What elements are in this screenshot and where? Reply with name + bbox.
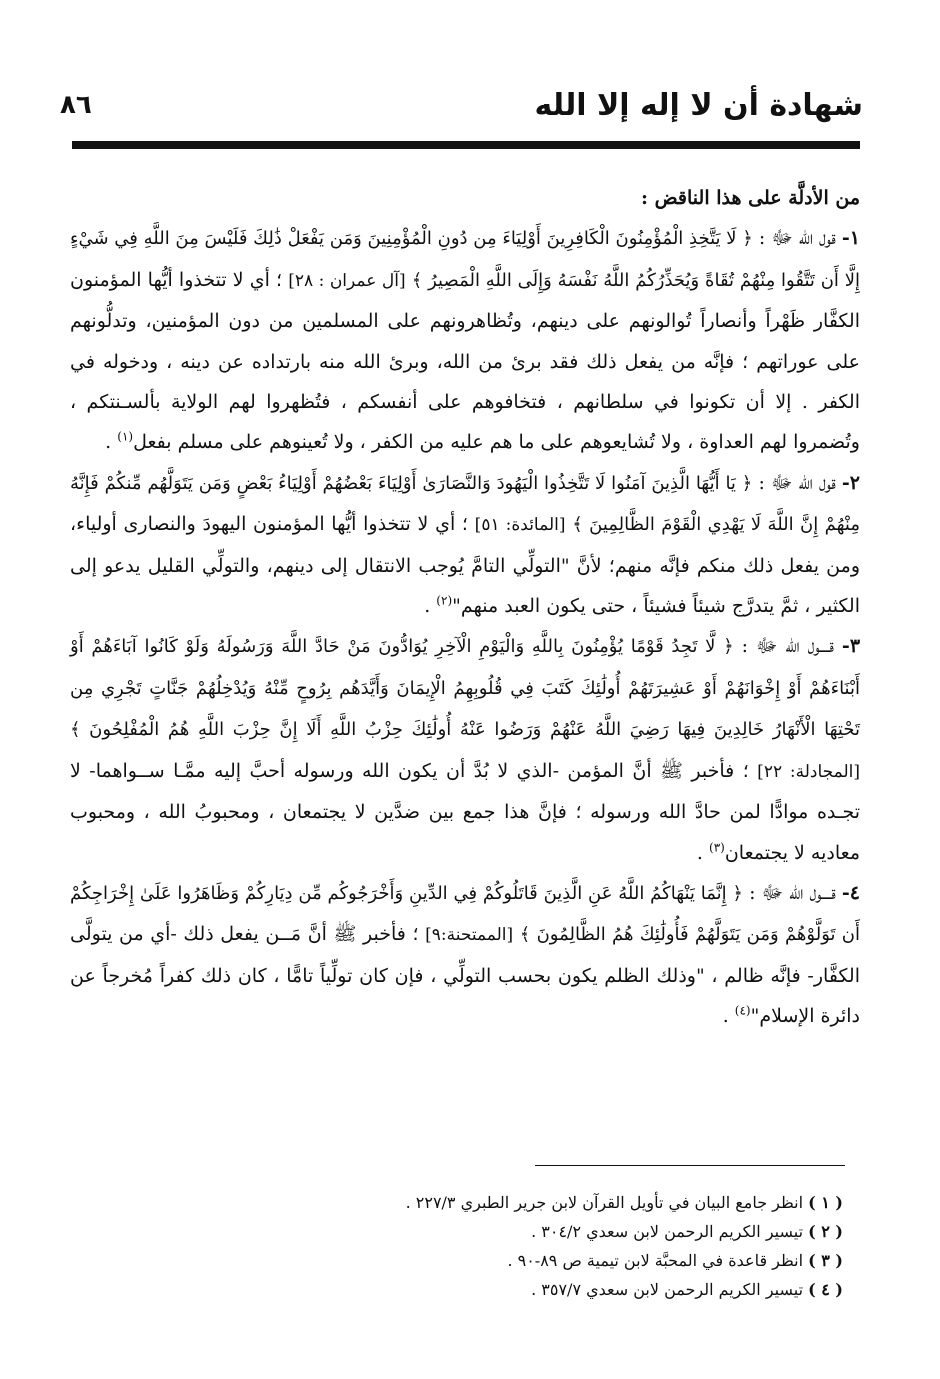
evidence-paragraph-4 (70, 873, 860, 1037)
paragraph-text: ؛ أي لا تتخذوا أيُّها المؤمنون الكفَّار ظَهْراً وأنصاراً تُوالونهم على دينهم، وتُظاهرونهم على المسلمين من دون المؤمنين، وتدلُّونهم على عوراتهم ؛ فإنَّه من يفعل ذلك فقد برئ من الله، وبرئ الله منه بارتداده عن دينه ، ودخوله في الكفر . إلا أن تكونوا في سلطانهم ، فتخافوهم على أنفسكم ، فتُظهروا لهم الولاية بألسـنتكم ، وتُضمروا لهم العداوة ، ولا تُشايعوهم على ما هم عليه من الكفر ، ولا تُعينوهم على مسلم بفعل (70, 268, 860, 454)
running-title: شهادة أن لا إله إلا الله (534, 88, 863, 123)
paragraph-tail: . (424, 595, 431, 618)
footnote (340, 1275, 843, 1304)
footnote-number: ( ٢ ) (808, 1222, 843, 1241)
paragraph-intro: قول الله ﷻ : (758, 471, 836, 494)
footnote-marker: (٤) (734, 1003, 751, 1018)
footnote-text: تيسير الكريم الرحمن لابن سعدي ٣٥٧/٧ . (531, 1280, 804, 1299)
paragraph-intro: قول الله ﷻ : (758, 227, 836, 250)
footnote (340, 1217, 843, 1246)
running-header (60, 88, 863, 128)
section-heading: من الأدلَّة على هذا الناقض : (641, 187, 860, 209)
evidence-paragraph-3 (70, 626, 860, 872)
paragraph-tail: . (696, 841, 703, 864)
verse-reference: [الممتحنة:٩] (425, 925, 514, 946)
evidence-paragraph-2 (70, 463, 860, 627)
paragraph-number: ١- (841, 227, 860, 250)
footnote-text: انظر قاعدة في المحبَّة لابن تيمية ص ٨٩-٩٠ . (507, 1251, 804, 1270)
footnote-separator (535, 1165, 845, 1166)
footnotes (340, 1188, 843, 1304)
paragraph-number: ٢- (841, 471, 861, 494)
footnote-number: ( ٣ ) (808, 1251, 843, 1270)
footnote-number: ( ٤ ) (808, 1280, 843, 1299)
verse-reference: [المجادلة: ٢٢] (757, 761, 860, 782)
paragraph-tail: . (722, 1005, 729, 1028)
paragraph-text: ؛ أي لا تتخذوا أيُّها المؤمنون اليهودَ والنصارى أولياء، ومن يفعل ذلك منكم فإنَّه منهم؛ لأنَّ "التولِّي التامَّ يُوجب الانتقال إلى دينهم، والتولِّي القليل يدعو إلى الكثير ، ثمَّ يتدرَّج شيئاً فشيئاً ، حتى يكون العبد منهم" (70, 513, 860, 618)
paragraph-tail: . (105, 431, 112, 454)
verse-reference: [آل عمران : ٢٨] (288, 270, 406, 291)
footnote-marker: (٣) (709, 840, 725, 855)
footnote-marker: (٢) (436, 593, 453, 608)
evidence-paragraph-1 (70, 218, 860, 462)
paragraph-text: ؛ فأخبر ﷺ أنَّ مَــن يفعل ذلك -أي من يتولَّى الكفَّار- فإنَّه ظالم ، "وذلك الظلم يكون بحسب التولِّي ، فإن كان تولِّياً تامًّا ، كان ذلك كفراً مُخرجاً عن دائرة الإسلام" (70, 923, 860, 1028)
paragraph-number: ٤- (841, 881, 861, 904)
quran-verse: ﴿ لَا يَتَّخِذِ الْمُؤْمِنُونَ الْكَافِرِينَ أَوْلِيَاءَ مِن دُونِ الْمُؤْمِنِينَ وَمَن يَفْعَلْ ذَٰلِكَ فَلَيْسَ مِنَ اللَّهِ فِي شَيْءٍ إِلَّا أَن تَتَّقُوا مِنْهُمْ تُقَاةً وَيُحَذِّرُكُمُ اللَّهُ نَفْسَهُ وَإِلَى اللَّهِ الْمَصِيرُ ﴾ (70, 228, 860, 291)
paragraph-number: ٣- (841, 635, 861, 658)
paragraph-intro: قــــول الله ﷻ : (749, 881, 836, 904)
quran-verse: ﴿ لَّا تَجِدُ قَوْمًا يُؤْمِنُونَ بِاللَّهِ وَالْيَوْمِ الْآخِرِ يُوَادُّونَ مَنْ حَادَّ اللَّهَ وَرَسُولَهُ وَلَوْ كَانُوا آبَاءَهُمْ أَوْ أَبْنَاءَهُمْ أَوْ إِخْوَانَهُمْ أَوْ عَشِيرَتَهُمْ أُولَٰئِكَ كَتَبَ فِي قُلُوبِهِمُ الْإِيمَانَ وَأَيَّدَهُم بِرُوحٍ مِّنْهُ وَيُدْخِلُهُمْ جَنَّاتٍ تَجْرِي مِن تَحْتِهَا الْأَنْهَارُ خَالِدِينَ فِيهَا رَضِيَ اللَّهُ عَنْهُمْ وَرَضُوا عَنْهُ أُولَٰئِكَ حِزْبُ اللَّهِ أَلَا إِنَّ حِزْبَ اللَّهِ هُمُ الْمُفْلِحُونَ ﴾ (70, 636, 860, 741)
footnote-text: انظر جامع البيان في تأويل القرآن لابن جرير الطبري ٢٢٧/٣ . (405, 1193, 804, 1212)
footnote-text: تيسير الكريم الرحمن لابن سعدي ٣٠٤/٢ . (531, 1222, 804, 1241)
footnote (340, 1246, 843, 1275)
header-rule (72, 141, 860, 149)
main-text (70, 178, 860, 1037)
paragraph-text: ؛ فأخبر ﷺ أنَّ المؤمن -الذي لا بُدَّ أن يكون الله ورسوله أحبَّ إليه ممَّـا ســواهما- لا تجـده موادًّا لمن حادَّ الله ورسوله ؛ فإنَّ هذا جمع بين ضدَّين لا يجتمعان ، ومحبوبُ الله ، ومحبوب معاديه لا يجتمعان (70, 759, 860, 864)
quran-verse: ﴿ إِنَّمَا يَنْهَاكُمُ اللَّهُ عَنِ الَّذِينَ قَاتَلُوكُمْ فِي الدِّينِ وَأَخْرَجُوكُم مِّن دِيَارِكُمْ وَظَاهَرُوا عَلَىٰ إِخْرَاجِكُمْ أَن تَوَلَّوْهُمْ وَمَن يَتَوَلَّهُمْ فَأُولَٰئِكَ هُمُ الظَّالِمُونَ ﴾ (70, 882, 861, 946)
footnote-number: ( ١ ) (808, 1193, 843, 1212)
page-number: ٨٦ (60, 90, 92, 120)
paragraph-intro: قــــول الله ﷻ : (741, 635, 834, 658)
verse-reference: [المائدة: ٥١] (474, 515, 566, 536)
quran-verse: ﴿ يَا أَيُّهَا الَّذِينَ آمَنُوا لَا تَتَّخِذُوا الْيَهُودَ وَالنَّصَارَىٰ أَوْلِيَاءَ بَعْضُهُمْ أَوْلِيَاءُ بَعْضٍ وَمَن يَتَوَلَّهُم مِّنكُمْ فَإِنَّهُ مِنْهُمْ إِنَّ اللَّهَ لَا يَهْدِي الْقَوْمَ الظَّالِمِينَ ﴾ (70, 472, 860, 536)
footnote (340, 1188, 843, 1217)
footnote-marker: (١) (117, 430, 134, 445)
